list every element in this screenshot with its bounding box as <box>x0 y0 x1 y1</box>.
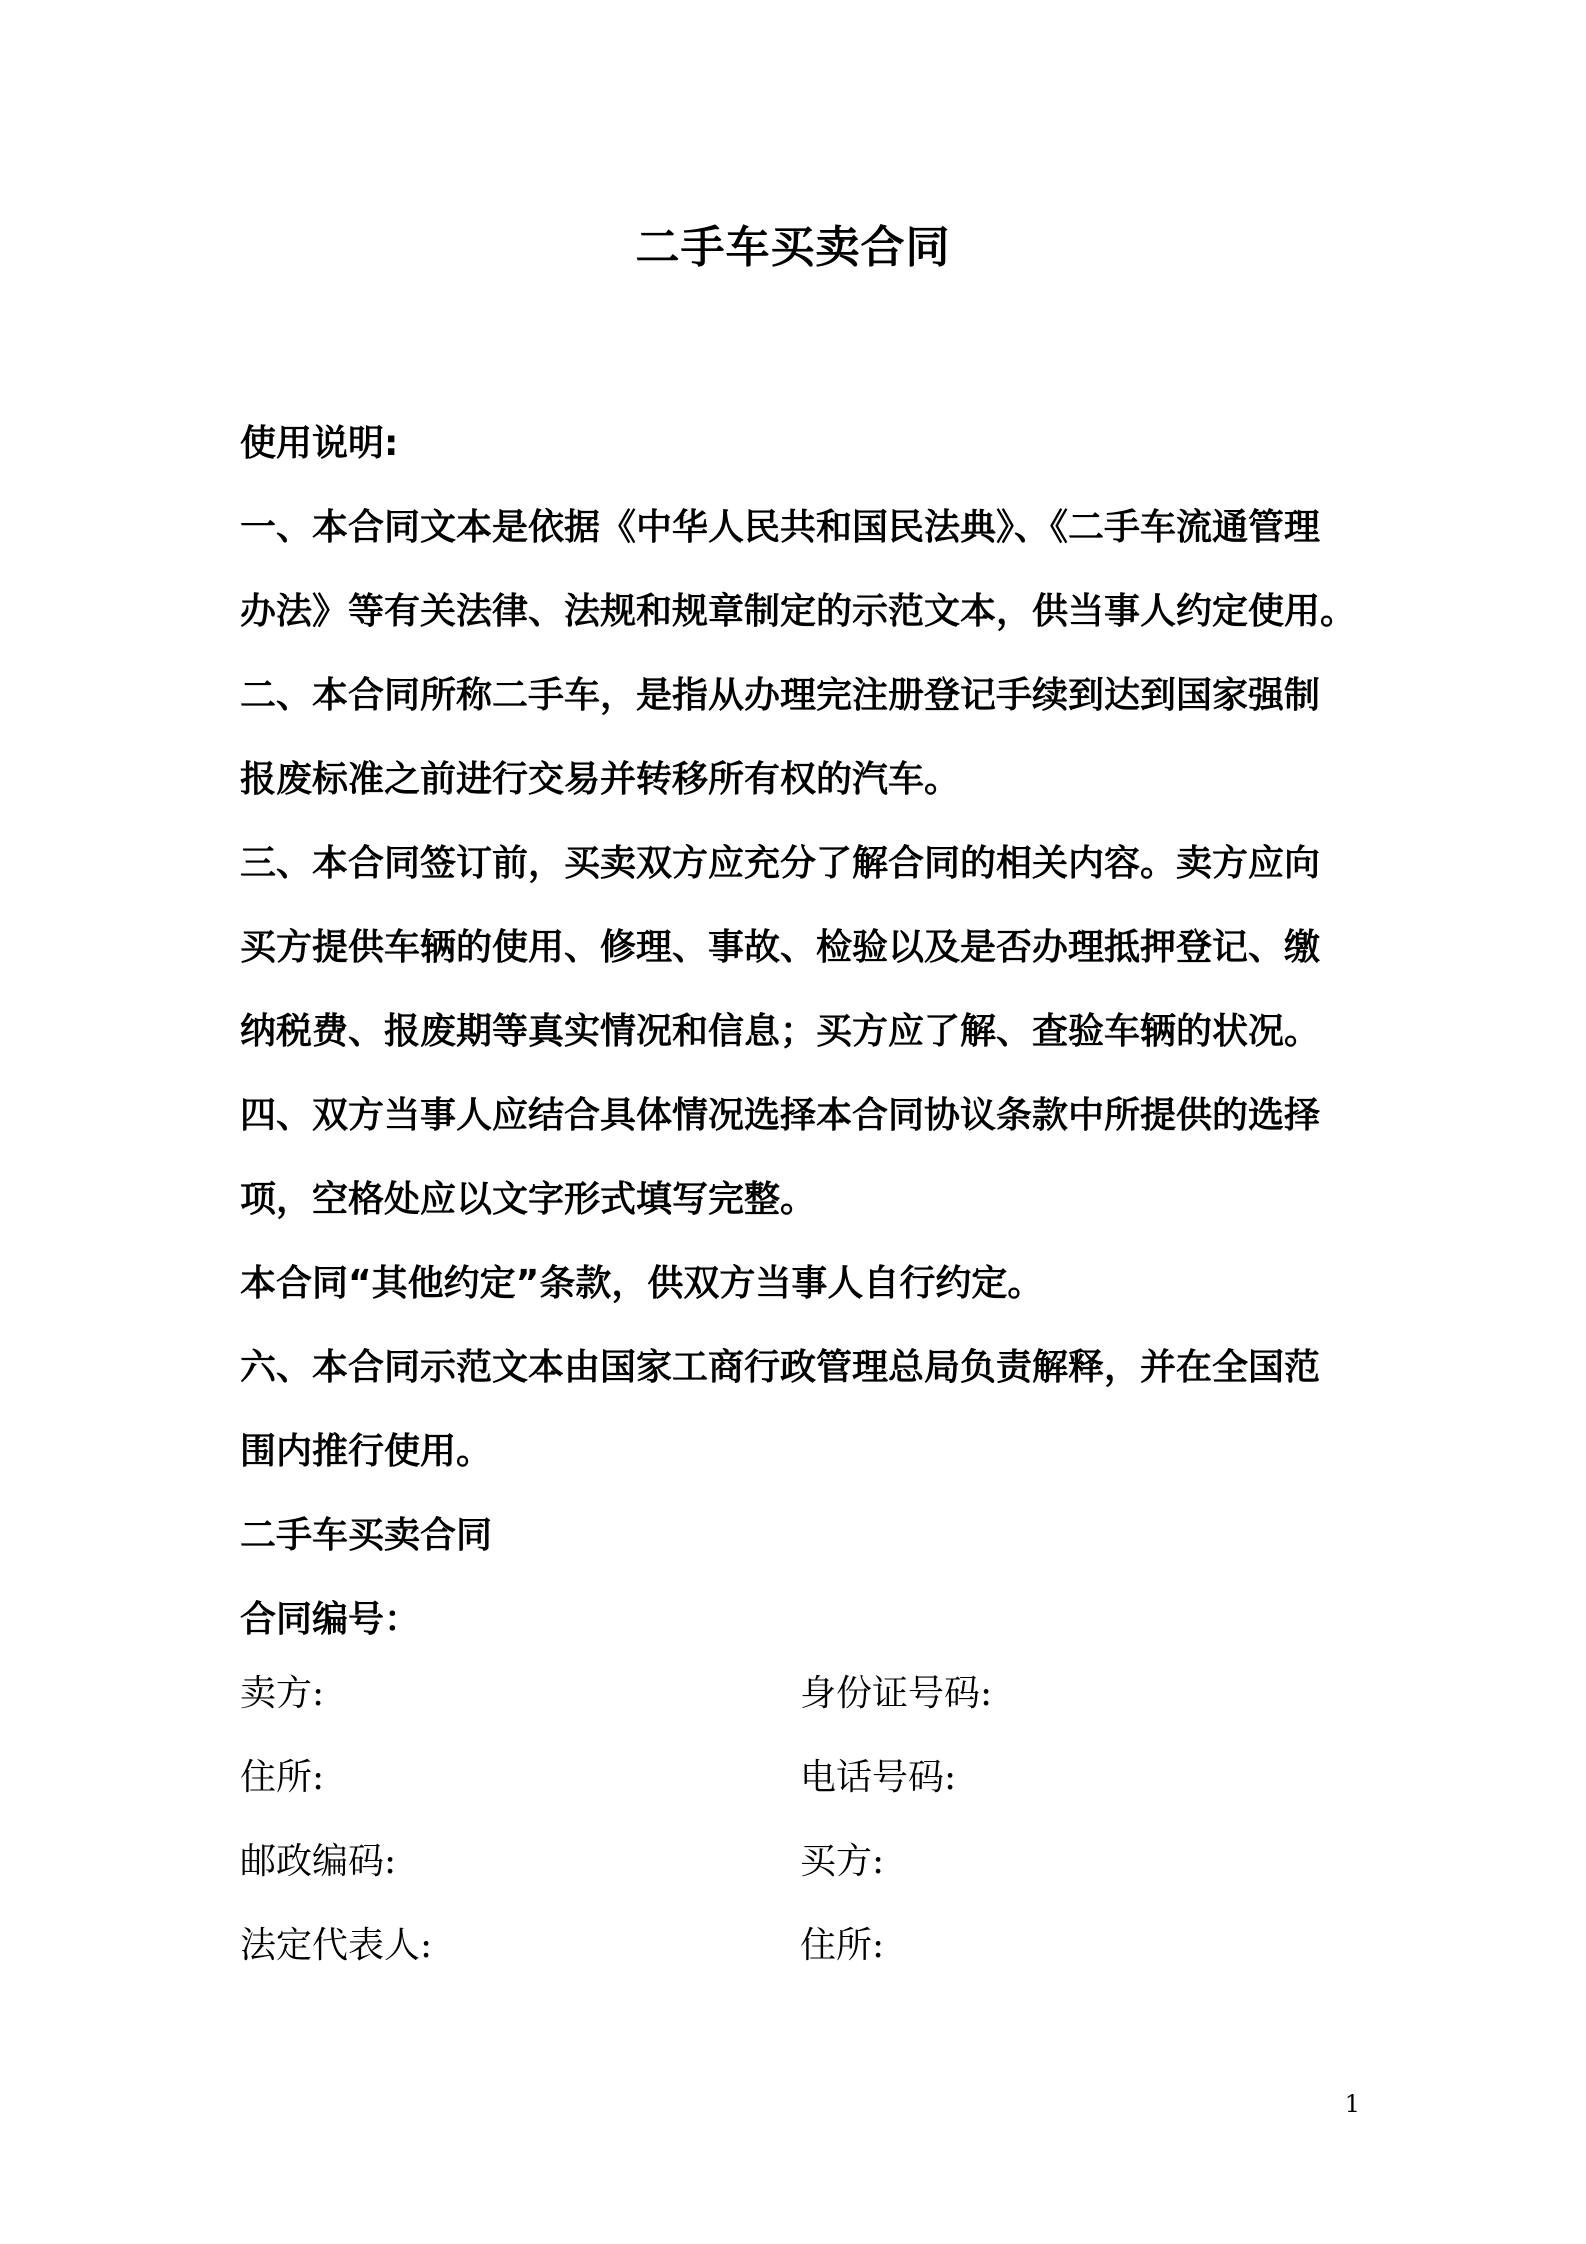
body-line: 买方提供车辆的使用、修理、事故、检验以及是否办理抵押登记、缴 <box>240 927 1321 968</box>
contract-subtitle: 二手车买卖合同 <box>240 1515 493 1556</box>
party-row <box>240 1736 1360 1820</box>
seller-address-label: 住所: <box>240 1757 325 1798</box>
page-title: 二手车买卖合同 <box>635 222 951 273</box>
body-line: 六、本合同示范文本由国家工商行政管理总局负责解释，并在全国范 <box>240 1347 1321 1388</box>
body-line: 纳税费、报废期等真实情况和信息；买方应了解、查验车辆的状况。 <box>240 1011 1321 1052</box>
body-line: 一、本合同文本是依据《中华人民共和国民法典》、《二手车流通管理 <box>240 507 1321 548</box>
seller-label: 卖方: <box>240 1673 325 1714</box>
body-line: 三、本合同签订前，买卖双方应充分了解合同的相关内容。卖方应向 <box>240 843 1321 884</box>
body-line: 项，空格处应以文字形式填写完整。 <box>240 1179 817 1220</box>
party-row <box>240 1904 1360 1988</box>
postal-code-label: 邮政编码: <box>240 1841 397 1882</box>
id-number-label: 身份证号码: <box>800 1673 993 1714</box>
party-row <box>240 1652 1360 1736</box>
buyer-address-label: 住所: <box>800 1925 885 1966</box>
contract-number-label: 合同编号： <box>240 1599 421 1640</box>
phone-number-label: 电话号码: <box>800 1757 957 1798</box>
party-row <box>240 1820 1360 1904</box>
body-line: 本合同“其他约定”条款，供双方当事人自行约定。 <box>240 1263 1044 1304</box>
buyer-label: 买方: <box>800 1841 885 1882</box>
body-line: 二、本合同所称二手车，是指从办理完注册登记手续到达到国家强制 <box>240 675 1321 716</box>
body-line: 报废标准之前进行交易并转移所有权的汽车。 <box>240 759 961 800</box>
page-number: 1 <box>1344 2090 1360 2118</box>
party-info-grid <box>240 1652 1360 1988</box>
body-line: 办法》等有关法律、法规和规章制定的示范文本，供当事人约定使用。 <box>240 591 1357 632</box>
body-line: 围内推行使用。 <box>240 1431 493 1472</box>
body-line: 使用说明: <box>240 423 399 464</box>
body-line: 四、双方当事人应结合具体情况选择本合同协议条款中所提供的选择 <box>240 1095 1321 1136</box>
legal-representative-label: 法定代表人: <box>240 1925 433 1966</box>
document-body <box>240 402 1360 1662</box>
